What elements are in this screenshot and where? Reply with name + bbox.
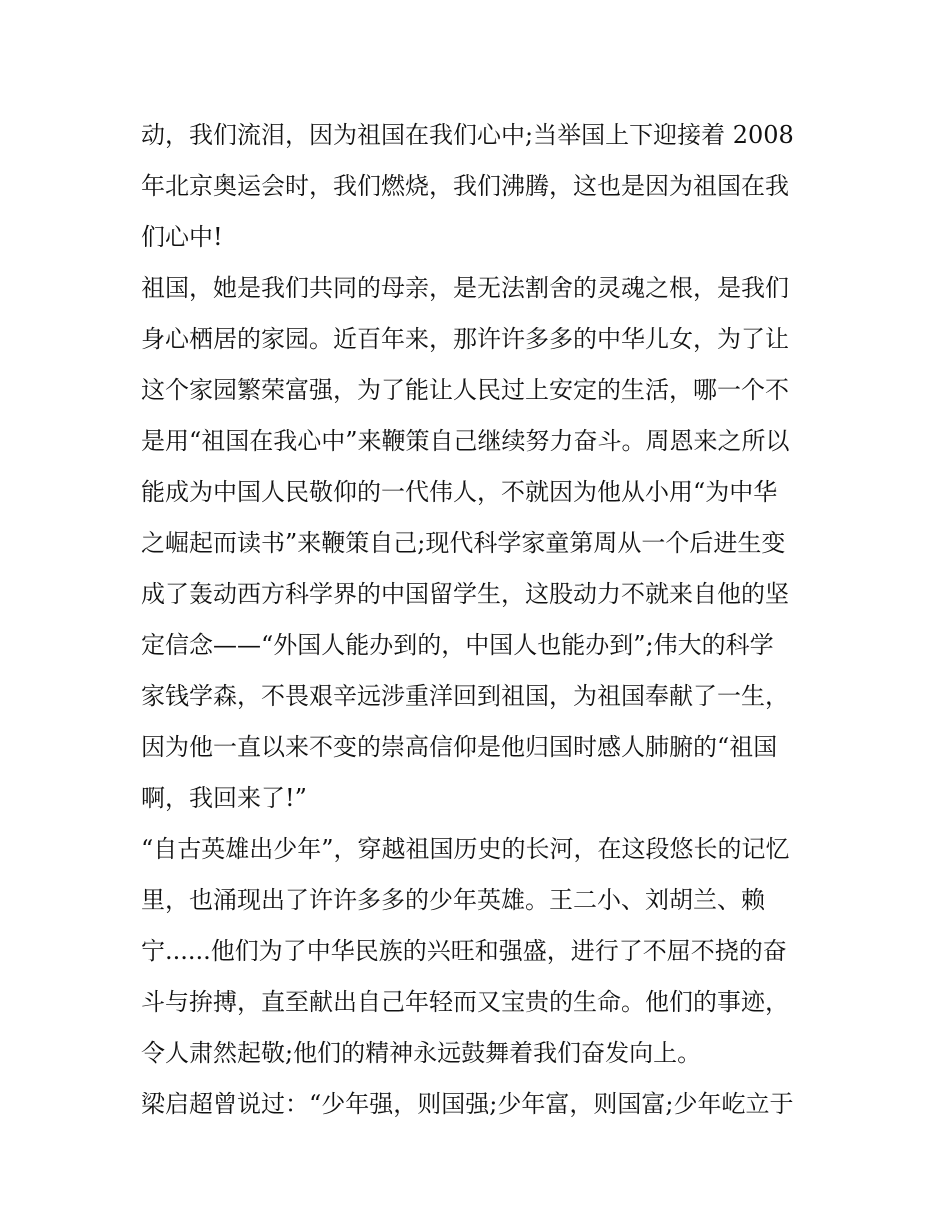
text-line: 定信念——“外国人能办到的，中国人也能办到”;伟大的科学 [141, 631, 774, 659]
text-line: 之崛起而读书”来鞭策自己;现代科学家童第周从一个后进生变 [141, 529, 786, 557]
text-line: 成了轰动西方科学界的中国留学生，这股动力不就来自他的坚 [141, 580, 789, 608]
document-body [141, 110, 813, 1130]
text-line: 令人肃然起敬;他们的精神永远鼓舞着我们奋发向上。 [141, 1039, 702, 1067]
text-line: 是用“祖国在我心中”来鞭策自己继续努力奋斗。周恩来之所以 [141, 427, 790, 455]
text-line: 宁......他们为了中华民族的兴旺和强盛，进行了不屈不挠的奋 [141, 937, 787, 965]
text-line: 斗与拚搏，直至献出自己年轻而又宝贵的生命。他们的事迹， [141, 988, 789, 1016]
text-line: 动，我们流泪，因为祖国在我们心中;当举国上下迎接着 2008 [141, 121, 794, 149]
text-line: 这个家园繁荣富强，为了能让人民过上安定的生活，哪一个不 [141, 376, 789, 404]
text-line: 身心栖居的家园。近百年来，那许许多多的中华儿女，为了让 [141, 325, 789, 353]
text-line: 梁启超曾说过：“少年强，则国强;少年富，则国富;少年屹立于 [141, 1090, 794, 1118]
text-line: 祖国，她是我们共同的母亲，是无法割舍的灵魂之根，是我们 [141, 274, 789, 302]
text-line: 能成为中国人民敬仰的一代伟人，不就因为他从小用“为中华 [141, 478, 778, 506]
text-line: 年北京奥运会时，我们燃烧，我们沸腾，这也是因为祖国在我 [141, 172, 789, 200]
text-line: 里，也涌现出了许许多多的少年英雄。王二小、刘胡兰、赖 [141, 886, 765, 914]
text-line: “自古英雄出少年”，穿越祖国历史的长河，在这段悠长的记忆 [141, 835, 790, 863]
text-line: 们心中! [141, 223, 223, 251]
text-line: 因为他一直以来不变的崇高信仰是他归国时感人肺腑的“祖国 [141, 733, 778, 761]
text-line: 家钱学森，不畏艰辛远涉重洋回到祖国，为祖国奉献了一生， [141, 682, 789, 710]
text-line: 啊，我回来了!” [141, 784, 307, 812]
